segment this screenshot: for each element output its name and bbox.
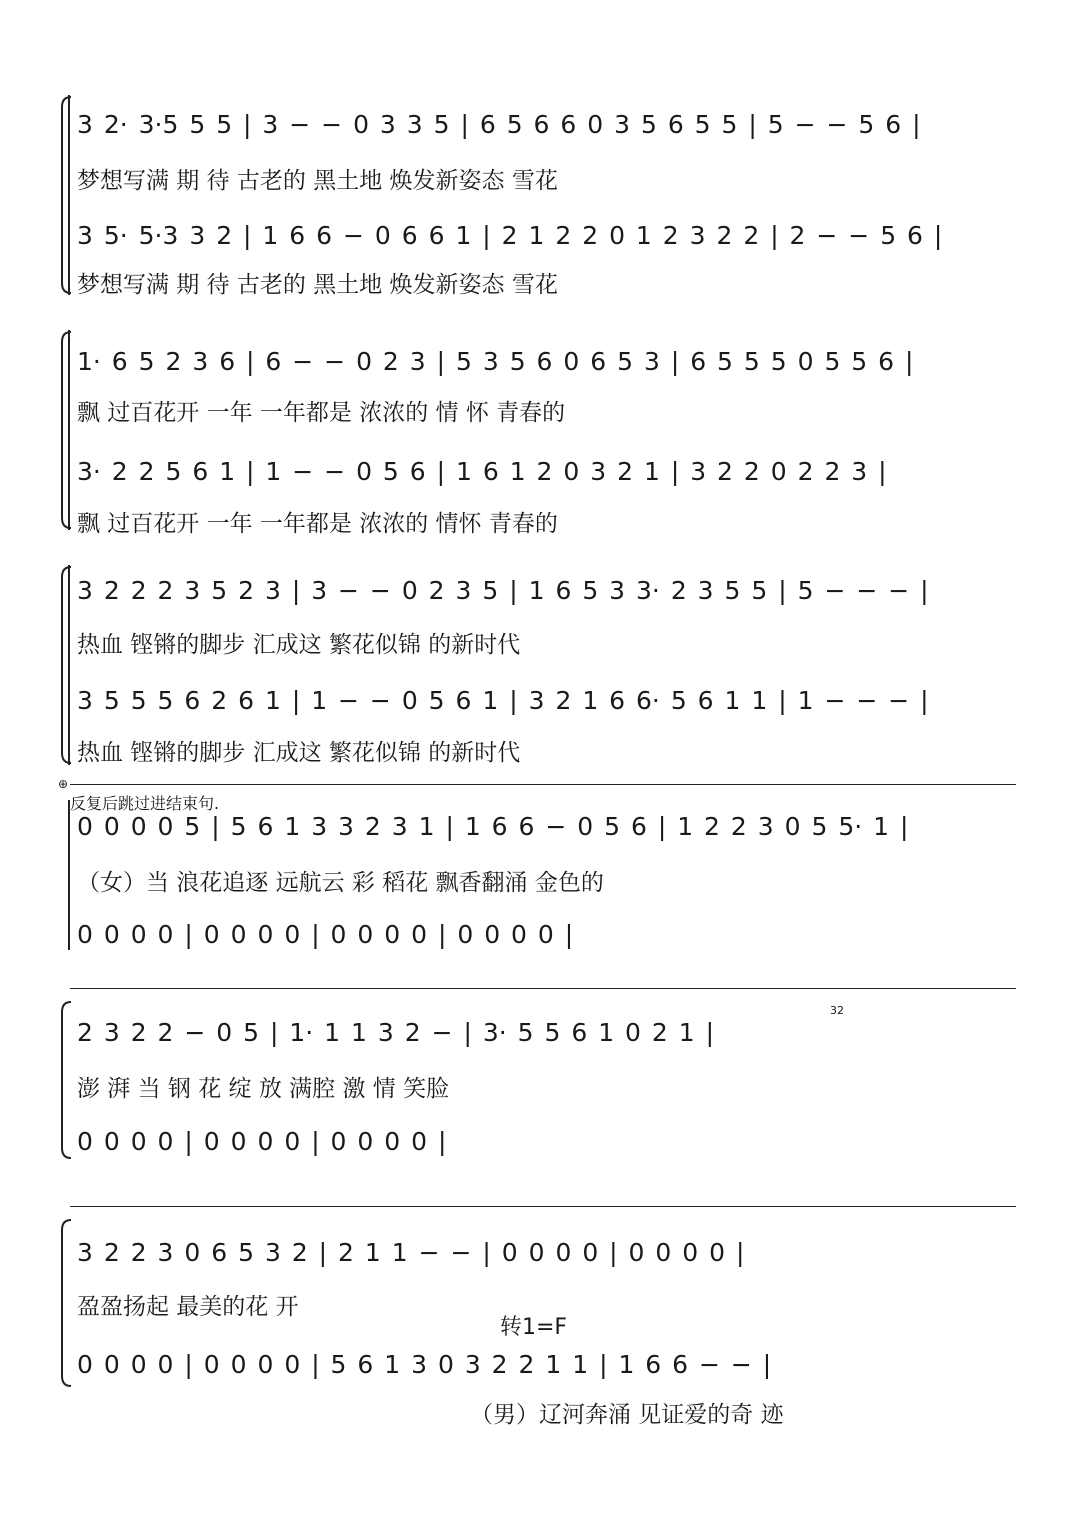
system-line [68, 330, 70, 530]
system-bracket [58, 1218, 72, 1388]
system-line [68, 800, 70, 950]
score-page: 3 2· 3·5 5 5 | 3 − − 0 3 3 5 | 6 5 6 6 0 3 5 6 5 5 | 5 − − 5 6 | 梦想写满 期 待 古老的 黑土地 焕发新姿态 雪花 3 5· 5·3 3 2 | 1 6 6 − 0 6 6 1 | 2 1 2 2 0 1 2 3 2 2 | 2 − − 5 6 | 梦想写满 期 待 古老的 黑土地 焕发新姿态 雪花 1· 6 5 2 3 6 | 6 − − 0 2 3 | 5 3 5 6 0 6 5 3 | 6 5 5 5 0 5 5 6 | 飘 过百花开 一年 一年都是 浓浓的 情 怀 青春的 3· 2 2 5 6 1 | 1 − − 0 5 6 | 1 6 1 2 0 3 2 1 | 3 2 2 0 2 2 3 | 飘 过百花开 一年 一年都是 浓浓的 情怀 青春的 3 2 2 2 3 5 2 3 | 3 − − 0 2 3 5 | 1 6 5 3 3· 2 3 5 5 | 5 − − − | 热血 铿锵的脚步 汇成这 繁花似锦 的新时代 3 5 5 5 6 2 6 1 | 1 − − 0 5 6 1 | 3 2 1 6 6· 5 6 1 1 | 1 − − − | 热血 铿锵的脚步 汇成这 繁花似锦 的新时代 ⊕ 反复后跳过进结束句. 0 0 0 0 5 | 5 6 1 3 3 2 3 1 | 1 6 6 − 0 5 6 | 1 2 2 3 0 5 5· 1 | （女）当 浪花追逐 远航云 彩 稻花 飘香翻涌 金色的 0 0 0 0 | 0 0 0 0 | 0 0 0 0 | 0 0 0 0 | 32 2 3 2 2 − 0 5 | 1· 1 1 3 2 − | 3· 5 5 6 1 0 2 1 | 澎 湃 当 钢 花 绽 放 满腔 激 情 笑脸 0 0 0 0 | 0 0 0 0 | 0 0 0 0 | 3 2 2 3 0 6 5 3 2 | 2 1 1 − − | 0 0 0 0 | 0 0 0 0 | 盈盈扬起 最美的花 开 转1=F 0 0 0 0 | 0 0 0 0 | 5 6 1 3 0 3 2 2 1 1 | 1 6 6 − − | （男）辽河奔涌 见证爱的奇 迹 [0, 0, 1080, 1528]
grace-notes: 32 [830, 1004, 844, 1017]
key-change-label: 转1=F [500, 1315, 568, 1340]
system-line [68, 565, 70, 765]
section-rule [70, 988, 1016, 989]
section-rule [70, 784, 1016, 785]
system-line [68, 95, 70, 295]
coda-sign-icon: ⊕ [58, 777, 69, 791]
section-rule [70, 1206, 1016, 1207]
system-bracket [58, 1000, 72, 1160]
jump-instruction: 反复后跳过进结束句. [70, 794, 220, 813]
